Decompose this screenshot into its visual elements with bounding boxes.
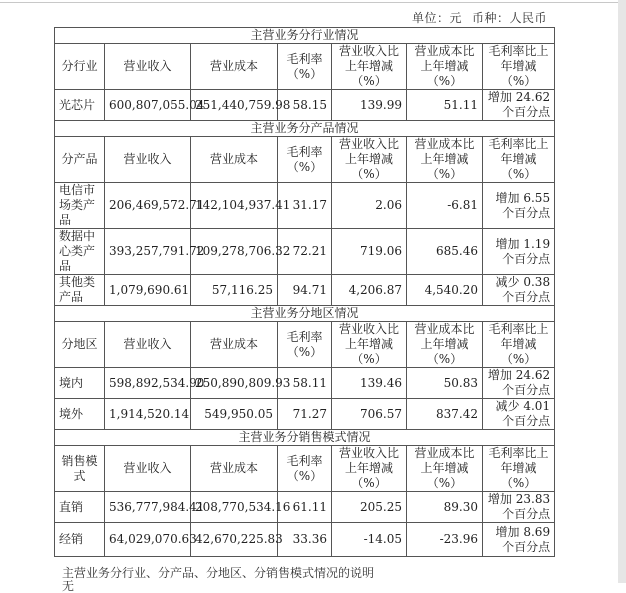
- header-margin: 毛利率（%）: [278, 44, 332, 90]
- cost-yoy-value: 4,540.20: [407, 275, 483, 306]
- header-first-col: 分产品: [55, 137, 105, 183]
- cost-value: 142,104,937.41: [191, 183, 278, 229]
- cost-yoy-value: 685.46: [407, 229, 483, 275]
- header-cost: 营业成本: [191, 446, 278, 492]
- explanation-body: 无: [62, 579, 75, 593]
- table-row: [55, 183, 555, 229]
- row-name: 经销: [55, 523, 105, 557]
- revenue-yoy-value: 706.57: [332, 399, 407, 430]
- header-revenue: 营业收入: [105, 446, 191, 492]
- header-cost-yoy: 营业成本比上年增减（%）: [407, 322, 483, 368]
- revenue-value: 206,469,572.71: [105, 183, 191, 229]
- margin-value: 71.27: [278, 399, 332, 430]
- header-margin-yoy: 毛利率比上年增减（%）: [483, 44, 555, 90]
- row-name: 数据中心类产品: [55, 229, 105, 275]
- revenue-yoy-value: 4,206.87: [332, 275, 407, 306]
- unit-currency-line: [412, 9, 547, 26]
- cost-yoy-value: -23.96: [407, 523, 483, 557]
- revenue-yoy-value: 205.25: [332, 492, 407, 523]
- cost-value: 42,670,225.83: [191, 523, 278, 557]
- margin-yoy-value: 增加 6.55 个百分点: [483, 183, 555, 229]
- header-margin: 毛利率（%）: [278, 322, 332, 368]
- header-cost-yoy: 营业成本比上年增减（%）: [407, 446, 483, 492]
- header-row: [55, 446, 555, 492]
- margin-yoy-value: 增加 24.62 个百分点: [483, 90, 555, 121]
- header-margin-yoy: 毛利率比上年增减（%）: [483, 446, 555, 492]
- explanation-title: 主营业务分行业、分产品、分地区、分销售模式情况的说明: [62, 566, 375, 580]
- header-margin: 毛利率（%）: [278, 446, 332, 492]
- header-row: [55, 137, 555, 183]
- header-margin: 毛利率（%）: [278, 137, 332, 183]
- margin-value: 31.17: [278, 183, 332, 229]
- cost-yoy-value: 837.42: [407, 399, 483, 430]
- cost-yoy-value: -6.81: [407, 183, 483, 229]
- margin-yoy-value: 增加 1.19 个百分点: [483, 229, 555, 275]
- row-name: 光芯片: [55, 90, 105, 121]
- section-title-region: 主营业务分地区情况: [55, 306, 555, 322]
- header-row: [55, 44, 555, 90]
- revenue-yoy-value: -14.05: [332, 523, 407, 557]
- header-margin-yoy: 毛利率比上年增减（%）: [483, 137, 555, 183]
- header-first-col: 分行业: [55, 44, 105, 90]
- table-row: [55, 492, 555, 523]
- margin-value: 33.36: [278, 523, 332, 557]
- header-first-col: 销售模式: [55, 446, 105, 492]
- revenue-value: 393,257,791.72: [105, 229, 191, 275]
- row-name: 电信市场类产品: [55, 183, 105, 229]
- revenue-yoy-value: 139.46: [332, 368, 407, 399]
- cost-value: 251,440,759.98: [191, 90, 278, 121]
- cost-value: 109,278,706.32: [191, 229, 278, 275]
- table-row: [55, 90, 555, 121]
- margin-yoy-value: 增加 23.83 个百分点: [483, 492, 555, 523]
- revenue-value: 598,892,534.90: [105, 368, 191, 399]
- section-title-industry: 主营业务分行业情况: [55, 28, 555, 44]
- vertical-scrollbar[interactable]: [618, 0, 626, 583]
- cost-value: 549,950.05: [191, 399, 278, 430]
- cost-value: 57,116.25: [191, 275, 278, 306]
- cost-value: 250,890,809.93: [191, 368, 278, 399]
- header-cost: 营业成本: [191, 137, 278, 183]
- header-row: [55, 322, 555, 368]
- header-revenue-yoy: 营业收入比上年增减（%）: [332, 322, 407, 368]
- cost-yoy-value: 89.30: [407, 492, 483, 523]
- table-row: [55, 399, 555, 430]
- header-revenue-yoy: 营业收入比上年增减（%）: [332, 446, 407, 492]
- revenue-value: 1,079,690.61: [105, 275, 191, 306]
- margin-value: 94.71: [278, 275, 332, 306]
- header-first-col: 分地区: [55, 322, 105, 368]
- revenue-yoy-value: 139.99: [332, 90, 407, 121]
- header-cost: 营业成本: [191, 44, 278, 90]
- header-cost: 营业成本: [191, 322, 278, 368]
- margin-value: 58.11: [278, 368, 332, 399]
- margin-value: 72.21: [278, 229, 332, 275]
- row-name: 直销: [55, 492, 105, 523]
- top-divider: [0, 2, 618, 3]
- header-revenue-yoy: 营业收入比上年增减（%）: [332, 44, 407, 90]
- margin-yoy-value: 增加 24.62 个百分点: [483, 368, 555, 399]
- table-row: [55, 368, 555, 399]
- currency-label: 币种：人民币: [471, 11, 547, 25]
- revenue-yoy-value: 2.06: [332, 183, 407, 229]
- cost-value: 208,770,534.16: [191, 492, 278, 523]
- cost-yoy-value: 51.11: [407, 90, 483, 121]
- margin-yoy-value: 增加 8.69 个百分点: [483, 523, 555, 557]
- revenue-value: 64,029,070.63: [105, 523, 191, 557]
- cost-yoy-value: 50.83: [407, 368, 483, 399]
- header-margin-yoy: 毛利率比上年增减（%）: [483, 322, 555, 368]
- revenue-value: 600,807,055.04: [105, 90, 191, 121]
- row-name: 其他类产品: [55, 275, 105, 306]
- header-revenue-yoy: 营业收入比上年增减（%）: [332, 137, 407, 183]
- margin-value: 58.15: [278, 90, 332, 121]
- table-row: [55, 523, 555, 557]
- section-title-product: 主营业务分产品情况: [55, 121, 555, 137]
- header-revenue: 营业收入: [105, 44, 191, 90]
- header-cost-yoy: 营业成本比上年增减（%）: [407, 44, 483, 90]
- margin-value: 61.11: [278, 492, 332, 523]
- header-cost-yoy: 营业成本比上年增减（%）: [407, 137, 483, 183]
- revenue-value: 536,777,984.41: [105, 492, 191, 523]
- main-business-table: [54, 27, 555, 557]
- margin-yoy-value: 减少 0.38 个百分点: [483, 275, 555, 306]
- row-name: 境内: [55, 368, 105, 399]
- header-revenue: 营业收入: [105, 322, 191, 368]
- table-row: [55, 275, 555, 306]
- row-name: 境外: [55, 399, 105, 430]
- margin-yoy-value: 减少 4.01 个百分点: [483, 399, 555, 430]
- unit-label: 单位：元: [411, 11, 462, 25]
- table-row: [55, 229, 555, 275]
- revenue-value: 1,914,520.14: [105, 399, 191, 430]
- section-title-sales-mode: 主营业务分销售模式情况: [55, 430, 555, 446]
- revenue-yoy-value: 719.06: [332, 229, 407, 275]
- header-revenue: 营业收入: [105, 137, 191, 183]
